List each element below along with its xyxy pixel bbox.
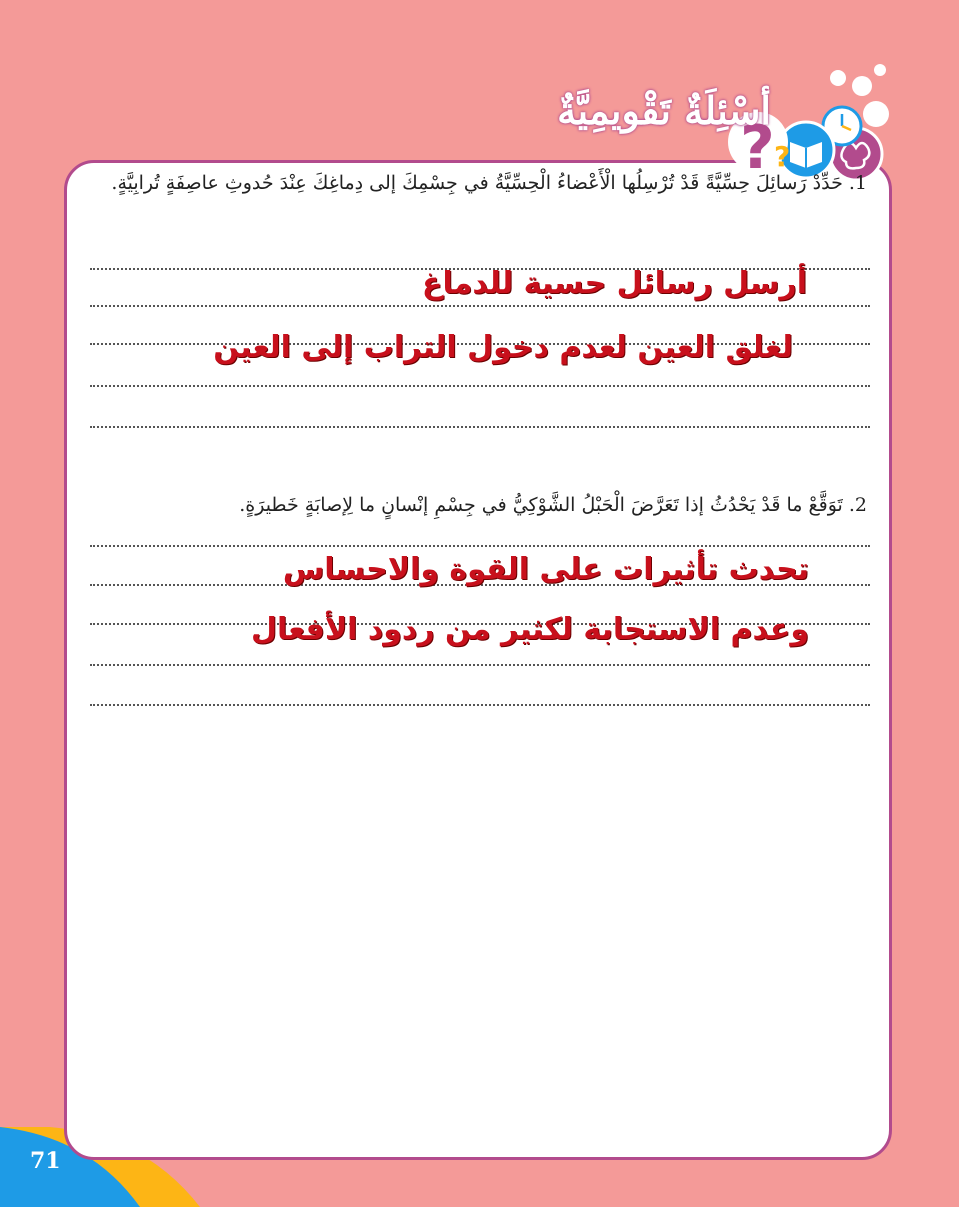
page-number: 71 (30, 1148, 61, 1174)
question-1-text: 1. حَدِّدْ رَسائِلَ حِسِّيَّةً قَدْ تُرْسِلُها الْأَعْضاءُ الْحِسِّيَّةُ في جِسْمِكَ إلى دِماغِكَ عِنْدَ حُدوثِ عاصِفَةٍ تُرابِيَّةٍ. (111, 172, 867, 194)
answer-line (90, 426, 870, 428)
svg-text:?: ? (740, 113, 775, 180)
answer-1b: لغلق العين لعدم دخول التراب إلى العين (213, 330, 793, 365)
answer-line (90, 664, 870, 666)
answer-line (90, 545, 870, 547)
answer-2a: تحدث تأثيرات على القوة والاحساس (282, 552, 809, 587)
answer-line (90, 704, 870, 706)
answer-line (90, 305, 870, 307)
answer-2b: وعدم الاستجابة لكثير من ردود الأفعال (250, 612, 809, 647)
answer-1a: أرسل رسائل حسية للدماغ (421, 266, 807, 301)
question-2-text: 2. تَوَقَّعْ ما قَدْ يَحْدُثُ إذا تَعَرَّضَ الْحَبْلُ الشَّوْكِيُّ في جِسْمِ إنْسانٍ ما لِإصابَةٍ خَطيرَةٍ. (239, 494, 867, 516)
section-title: أسْئِلَةٌ تَقْويمِيَّةٌ (557, 88, 771, 133)
svg-text:?: ? (774, 140, 791, 173)
content-card (64, 160, 892, 1160)
answer-line (90, 385, 870, 387)
